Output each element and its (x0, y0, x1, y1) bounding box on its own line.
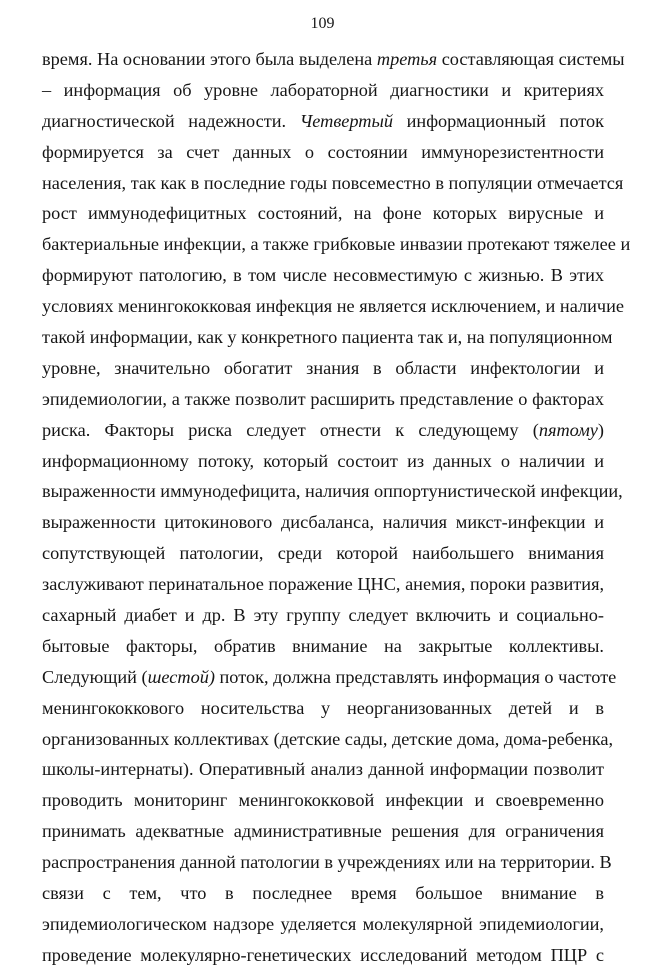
text-line (42, 754, 604, 785)
text-line (42, 384, 604, 415)
text-segment: – информация об уровне лабораторной диагностики и критериях (42, 79, 604, 100)
text-segment: сопутствующей патологии, среди которой наибольшего внимания (42, 543, 604, 564)
text-segment: информационный поток (393, 110, 604, 131)
text-segment: эпидемиологии, а также позволит расширить представление о факторах (42, 388, 604, 409)
text-line (42, 600, 604, 631)
text-line (42, 847, 612, 878)
text-segment: сахарный диабет и др. В эту группу следует включить и социально- (42, 605, 604, 626)
text-line (42, 415, 604, 446)
text-segment: заслуживают перинатальное поражение ЦНС, анемия, пороки развития, (42, 574, 605, 595)
text-line (42, 322, 613, 353)
text-line (42, 693, 604, 724)
text-segment: бытовые факторы, обратив внимание на закрытые коллективы. (42, 635, 604, 656)
text-line (42, 569, 604, 600)
text-line (42, 631, 604, 662)
text-segment: школы-интернаты). Оперативный анализ данной информации позволит (42, 759, 604, 780)
text-segment: Следующий ( (42, 666, 148, 687)
text-line (42, 724, 614, 755)
text-segment: организованных коллективах (детские сады, детские дома, дома-ребенка, (42, 728, 614, 749)
text-segment: проводить мониторинг менингококковой инфекции и своевременно (42, 790, 604, 811)
text-line (42, 198, 604, 229)
text-segment: поток, должна представлять информация о частоте (214, 666, 617, 687)
text-segment: формируют патологию, в том числе несовместимую с жизнью. В этих (42, 265, 604, 286)
text-line (42, 878, 604, 909)
text-line (42, 291, 624, 322)
text-line (42, 44, 625, 75)
text-segment: такой информации, как у конкретного пациента так и, на популяционном (42, 327, 613, 348)
italic-text: пятому (538, 419, 598, 440)
text-segment: менингококкового носительства у неорганизованных детей и в (42, 697, 604, 718)
text-segment: выраженности цитокинового дисбаланса, наличия микст-инфекции и (42, 512, 604, 533)
text-segment: выраженности иммунодефицита, наличия оппортунистической инфекции, (42, 481, 623, 502)
text-segment: распространения данной патологии в учреждениях или на территории. В (42, 852, 612, 873)
text-line (42, 446, 604, 477)
text-segment: принимать адекватные административные решения для ограничения (42, 821, 604, 842)
text-segment: рост иммунодефицитных состояний, на фоне которых вирусные и (42, 203, 604, 224)
text-segment: диагностической надежности. (42, 110, 300, 131)
text-line (42, 476, 623, 507)
text-line (42, 168, 624, 199)
text-segment: составляющая системы (437, 49, 625, 69)
text-segment: формируется за счет данных о состоянии иммунорезистентности (42, 141, 604, 162)
text-segment: связи с тем, что в последнее время большое внимание в (42, 883, 604, 904)
italic-text: Четвертый (299, 110, 394, 131)
text-line (42, 909, 604, 940)
text-segment: информационному потоку, который состоит из данных о наличии и (42, 450, 604, 471)
text-segment: ) (597, 419, 604, 440)
text-segment: эпидемиологическом надзоре уделяется молекулярной эпидемиологии, (42, 913, 604, 934)
text-segment: проведение молекулярно-генетических исследований методом ПЦР с (42, 944, 604, 965)
page-number: 109 (310, 15, 335, 32)
text-segment: условиях менингококковая инфекция не является исключением, и наличие (42, 296, 624, 317)
body-text (42, 44, 631, 971)
text-segment: время. На основании этого была выделена (42, 49, 377, 69)
text-line (42, 507, 604, 538)
text-line (42, 353, 604, 384)
text-line (42, 785, 604, 816)
text-line (42, 662, 617, 693)
text-segment: риска. Факторы риска следует отнести к следующему ( (42, 419, 539, 440)
text-line (42, 538, 604, 569)
text-line (42, 106, 604, 137)
text-line (42, 75, 604, 106)
text-line (42, 940, 604, 971)
text-segment: бактериальные инфекции, а также грибковые инвазии протекают тяжелее и (42, 234, 631, 255)
italic-text: третья (376, 49, 438, 69)
text-segment: уровне, значительно обогатит знания в области инфектологии и (42, 357, 604, 378)
text-segment: населения, так как в последние годы повсеместно в популяции отмечается (42, 172, 624, 193)
text-line (42, 260, 604, 291)
text-line (42, 816, 604, 847)
italic-text: шестой) (147, 666, 215, 687)
text-line (42, 229, 631, 260)
text-line (42, 137, 604, 168)
